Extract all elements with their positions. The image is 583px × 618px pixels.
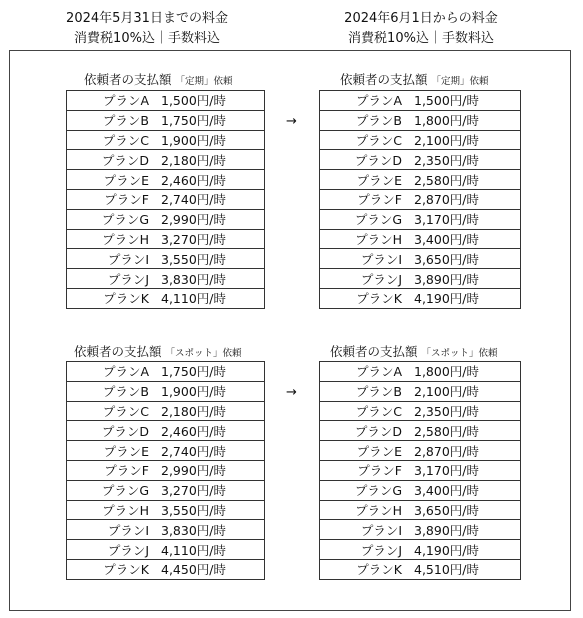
plan-name: プランJ xyxy=(107,271,149,287)
plan-name: プランI xyxy=(107,522,149,538)
plan-price: 2,100円/時 xyxy=(414,384,479,400)
rate-cell xyxy=(67,480,265,500)
plan-price: 1,800円/時 xyxy=(414,113,479,129)
table-row xyxy=(320,150,521,170)
table-row xyxy=(320,110,521,130)
table-row xyxy=(67,441,265,461)
rate-cell xyxy=(320,110,521,130)
rate-cell xyxy=(320,170,521,190)
table-row xyxy=(67,249,265,269)
table-row xyxy=(67,110,265,130)
rate-cell xyxy=(67,170,265,190)
plan-name: プランG xyxy=(354,212,402,228)
table-row xyxy=(67,209,265,229)
header-before xyxy=(42,9,252,49)
rate-cell xyxy=(320,91,521,111)
rate-cell xyxy=(320,249,521,269)
caption-tag: 「定期」依頼 xyxy=(431,76,489,87)
plan-name: プランD xyxy=(354,152,402,168)
rate-cell xyxy=(320,150,521,170)
caption-tag: 「定期」依頼 xyxy=(175,76,233,87)
plan-price: 4,110円/時 xyxy=(161,291,226,307)
table-row xyxy=(320,441,521,461)
plan-price: 1,500円/時 xyxy=(414,93,479,109)
table-row xyxy=(67,520,265,540)
rate-cell xyxy=(320,189,521,209)
rate-cell xyxy=(320,229,521,249)
rate-cell xyxy=(67,288,265,308)
plan-name: プランG xyxy=(354,483,402,499)
rate-cell xyxy=(320,480,521,500)
table-row xyxy=(67,269,265,289)
table-row xyxy=(67,288,265,308)
plan-name: プランD xyxy=(101,152,149,168)
rate-cell xyxy=(67,269,265,289)
rate-cell xyxy=(320,540,521,560)
plan-price: 3,170円/時 xyxy=(414,212,479,228)
rate-cell xyxy=(67,441,265,461)
plan-price: 3,270円/時 xyxy=(161,483,226,499)
table-spot-before xyxy=(66,361,265,580)
plan-price: 3,270円/時 xyxy=(161,231,226,247)
table-regular-after xyxy=(319,90,521,309)
table-row xyxy=(320,500,521,520)
rate-cell xyxy=(320,500,521,520)
caption-tag: 「スポット」依頼 xyxy=(165,348,242,359)
plan-price: 3,550円/時 xyxy=(161,251,226,267)
plan-name: プランF xyxy=(104,192,149,208)
table-row xyxy=(320,421,521,441)
plan-name: プランA xyxy=(355,364,402,380)
header-before-note: 消費税10%込｜手数料込 xyxy=(74,31,220,46)
table-row xyxy=(67,362,265,382)
header-after xyxy=(316,9,526,49)
table-row xyxy=(67,189,265,209)
table-row xyxy=(67,130,265,150)
table-regular-before xyxy=(66,90,265,309)
plan-name: プランF xyxy=(357,463,402,479)
rate-cell xyxy=(67,460,265,480)
plan-name: プランA xyxy=(102,93,149,109)
table-row xyxy=(320,460,521,480)
plan-price: 3,830円/時 xyxy=(161,522,226,538)
plan-name: プランG xyxy=(101,483,149,499)
rate-cell xyxy=(67,381,265,401)
caption-spot-after xyxy=(330,344,498,362)
table-row xyxy=(320,249,521,269)
rate-cell xyxy=(320,401,521,421)
plan-name: プランI xyxy=(107,251,149,267)
table-row xyxy=(320,381,521,401)
plan-name: プランE xyxy=(356,172,402,188)
caption-label: 依頼者の支払額 xyxy=(84,72,172,87)
plan-name: プランH xyxy=(355,502,402,518)
table-row xyxy=(67,381,265,401)
plan-price: 1,900円/時 xyxy=(161,132,226,148)
rate-cell xyxy=(320,421,521,441)
header-before-title: 2024年5月31日までの料金 xyxy=(66,11,228,26)
rate-cell xyxy=(67,150,265,170)
table-row xyxy=(67,500,265,520)
plan-price: 2,990円/時 xyxy=(161,463,226,479)
rate-cell xyxy=(67,500,265,520)
plan-name: プランF xyxy=(357,192,402,208)
plan-price: 3,890円/時 xyxy=(414,271,479,287)
arrow: → xyxy=(286,385,297,400)
caption-label: 依頼者の支払額 xyxy=(74,344,162,359)
plan-name: プランI xyxy=(360,522,402,538)
plan-price: 2,350円/時 xyxy=(414,403,479,419)
plan-name: プランK xyxy=(103,291,149,307)
plan-name: プランK xyxy=(356,562,402,578)
rate-cell xyxy=(67,229,265,249)
table-row xyxy=(67,460,265,480)
table-row xyxy=(320,170,521,190)
plan-name: プランG xyxy=(101,212,149,228)
header-after-note: 消費税10%込｜手数料込 xyxy=(348,31,494,46)
table-row xyxy=(320,91,521,111)
rate-cell xyxy=(67,559,265,579)
table-row xyxy=(320,540,521,560)
table-row xyxy=(320,288,521,308)
plan-price: 2,740円/時 xyxy=(161,443,226,459)
rate-cell xyxy=(320,130,521,150)
plan-price: 2,740円/時 xyxy=(161,192,226,208)
rate-cell xyxy=(67,91,265,111)
plan-name: プランH xyxy=(102,502,149,518)
plan-price: 2,870円/時 xyxy=(414,443,479,459)
table-row xyxy=(320,269,521,289)
plan-name: プランE xyxy=(103,443,149,459)
rate-cell xyxy=(320,209,521,229)
caption-regular-before xyxy=(84,72,233,90)
table-row xyxy=(67,150,265,170)
plan-price: 3,170円/時 xyxy=(414,463,479,479)
plan-name: プランC xyxy=(102,132,149,148)
caption-label: 依頼者の支払額 xyxy=(330,344,418,359)
rate-cell xyxy=(67,540,265,560)
rate-cell xyxy=(320,520,521,540)
plan-price: 1,500円/時 xyxy=(161,93,226,109)
caption-spot-before xyxy=(74,344,242,362)
plan-price: 3,400円/時 xyxy=(414,483,479,499)
rate-cell xyxy=(67,209,265,229)
caption-regular-after xyxy=(340,72,489,90)
plan-name: プランC xyxy=(355,403,402,419)
rate-cell xyxy=(320,288,521,308)
plan-price: 2,580円/時 xyxy=(414,172,479,188)
rate-cell xyxy=(67,401,265,421)
rate-cell xyxy=(320,269,521,289)
plan-price: 2,180円/時 xyxy=(161,152,226,168)
table-row xyxy=(67,480,265,500)
table-spot-after xyxy=(319,361,521,580)
plan-price: 3,650円/時 xyxy=(414,502,479,518)
plan-price: 1,900円/時 xyxy=(161,384,226,400)
plan-price: 2,100円/時 xyxy=(414,132,479,148)
plan-price: 4,190円/時 xyxy=(414,291,479,307)
plan-name: プランJ xyxy=(360,542,402,558)
plan-price: 2,870円/時 xyxy=(414,192,479,208)
plan-name: プランA xyxy=(102,364,149,380)
plan-price: 4,450円/時 xyxy=(161,562,226,578)
rate-cell xyxy=(320,441,521,461)
header-after-title: 2024年6月1日からの料金 xyxy=(344,11,498,26)
table-row xyxy=(320,480,521,500)
plan-name: プランC xyxy=(355,132,402,148)
table-row xyxy=(67,229,265,249)
plan-price: 4,510円/時 xyxy=(414,562,479,578)
plan-name: プランE xyxy=(356,443,402,459)
plan-price: 3,550円/時 xyxy=(161,502,226,518)
table-row xyxy=(320,189,521,209)
plan-name: プランH xyxy=(355,231,402,247)
table-row xyxy=(320,520,521,540)
table-row xyxy=(67,91,265,111)
plan-price: 4,110円/時 xyxy=(161,542,226,558)
table-row xyxy=(320,209,521,229)
plan-name: プランJ xyxy=(360,271,402,287)
arrow: → xyxy=(286,114,297,129)
plan-name: プランK xyxy=(103,562,149,578)
plan-name: プランB xyxy=(102,384,149,400)
caption-label: 依頼者の支払額 xyxy=(340,72,428,87)
plan-price: 3,650円/時 xyxy=(414,251,479,267)
table-row xyxy=(320,401,521,421)
plan-price: 3,400円/時 xyxy=(414,231,479,247)
plan-price: 1,800円/時 xyxy=(414,364,479,380)
caption-tag: 「スポット」依頼 xyxy=(421,348,498,359)
rate-cell xyxy=(320,559,521,579)
plan-name: プランJ xyxy=(107,542,149,558)
table-row xyxy=(67,559,265,579)
rate-cell xyxy=(320,381,521,401)
plan-price: 4,190円/時 xyxy=(414,542,479,558)
rate-cell xyxy=(67,130,265,150)
rate-cell xyxy=(67,421,265,441)
plan-price: 3,830円/時 xyxy=(161,271,226,287)
table-row xyxy=(67,170,265,190)
rate-cell xyxy=(67,189,265,209)
plan-name: プランB xyxy=(102,113,149,129)
plan-price: 2,180円/時 xyxy=(161,403,226,419)
plan-price: 3,890円/時 xyxy=(414,522,479,538)
rate-cell xyxy=(67,249,265,269)
rate-cell xyxy=(67,110,265,130)
table-row xyxy=(320,559,521,579)
table-row xyxy=(320,229,521,249)
table-row xyxy=(67,540,265,560)
plan-name: プランC xyxy=(102,403,149,419)
plan-price: 2,350円/時 xyxy=(414,152,479,168)
plan-price: 2,460円/時 xyxy=(161,423,226,439)
table-row xyxy=(320,362,521,382)
rate-cell xyxy=(67,520,265,540)
plan-name: プランK xyxy=(356,291,402,307)
plan-price: 2,460円/時 xyxy=(161,172,226,188)
plan-name: プランE xyxy=(103,172,149,188)
rate-cell xyxy=(320,362,521,382)
plan-name: プランD xyxy=(354,423,402,439)
plan-name: プランD xyxy=(101,423,149,439)
plan-name: プランI xyxy=(360,251,402,267)
plan-name: プランH xyxy=(102,231,149,247)
rate-cell xyxy=(67,362,265,382)
plan-price: 1,750円/時 xyxy=(161,113,226,129)
table-row xyxy=(67,401,265,421)
plan-name: プランA xyxy=(355,93,402,109)
plan-name: プランF xyxy=(104,463,149,479)
plan-price: 1,750円/時 xyxy=(161,364,226,380)
plan-name: プランB xyxy=(355,113,402,129)
rate-cell xyxy=(320,460,521,480)
plan-price: 2,990円/時 xyxy=(161,212,226,228)
table-row xyxy=(320,130,521,150)
plan-price: 2,580円/時 xyxy=(414,423,479,439)
table-row xyxy=(67,421,265,441)
plan-name: プランB xyxy=(355,384,402,400)
